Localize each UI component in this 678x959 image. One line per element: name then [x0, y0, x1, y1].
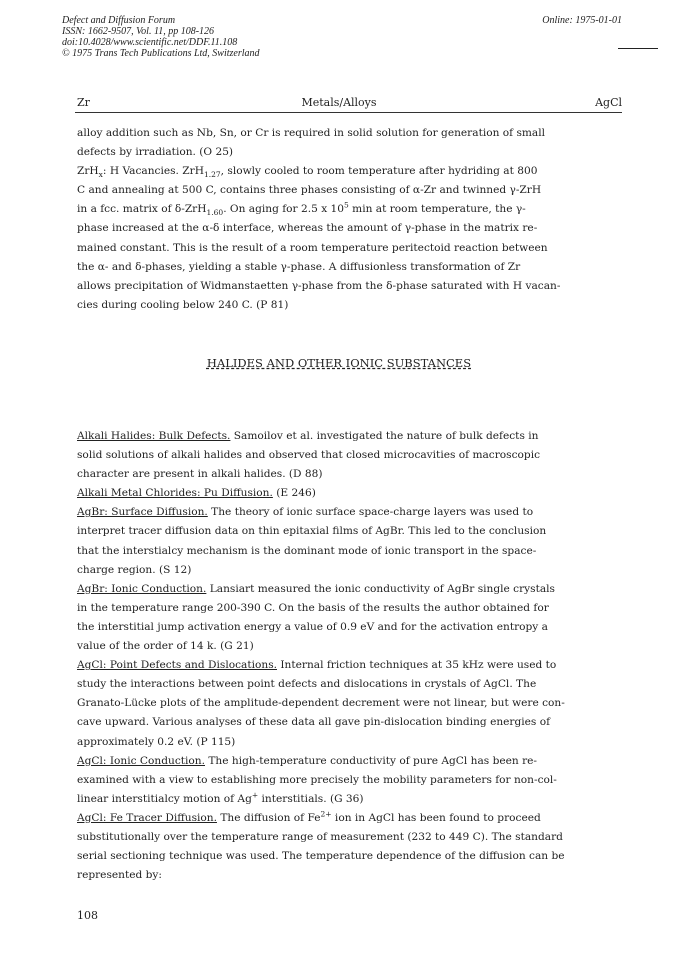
entry-title: AgBr: Surface Diffusion.: [77, 506, 208, 519]
text-run: min at room temperature, the γ-: [348, 203, 526, 216]
text-run: , slowly cooled to room temperature after hydriding at 800: [220, 165, 538, 178]
entry-title: AgCl: Ionic Conduction.: [77, 754, 205, 767]
text-line: [77, 675, 622, 694]
text-run: Granato-Lücke plots of the amplitude-dependent decrement were not linear, but were con-: [77, 697, 565, 710]
text-run: character are present in alkali halides. (D 88): [77, 468, 323, 481]
text-line: [77, 752, 622, 771]
text-run: 2+: [320, 809, 332, 819]
text-run: in a fcc. matrix of δ-ZrH: [77, 203, 207, 216]
text-line: [77, 522, 622, 541]
entry-title: AgBr: Ionic Conduction.: [77, 582, 207, 595]
page-number: 108: [77, 909, 98, 922]
text-line: [77, 258, 622, 277]
text-run: charge region. (S 12): [77, 563, 192, 576]
text-line: [77, 599, 622, 618]
text-line: [77, 239, 622, 258]
text-line: [77, 542, 622, 561]
journal-name: Defect and Diffusion Forum: [62, 15, 176, 26]
text-run: mained constant. This is the result of a room temperature peritectoid reaction between: [77, 241, 548, 254]
issn-line: ISSN: 1662-9507, Vol. 11, pp 108-126: [62, 26, 215, 37]
text-line: [77, 866, 622, 885]
text-run: . On aging for 2.5 x 10: [223, 203, 345, 216]
text-line: [77, 618, 622, 637]
text-line: [77, 713, 622, 732]
text-line: [77, 771, 622, 790]
text-run: value of the order of 14 k. (G 21): [77, 640, 254, 653]
section-heading: HALIDES AND OTHER IONIC SUBSTANCES: [206, 356, 472, 370]
text-run: serial sectioning technique was used. The temperature dependence of the diffusion can be: [77, 850, 565, 863]
entry-title: AgCl: Point Defects and Dislocations.: [77, 659, 277, 672]
text-run: in the temperature range 200-390 C. On the basis of the results the author obtained for: [77, 601, 549, 614]
text-run: 1.27: [203, 170, 221, 180]
text-run: 5: [344, 200, 349, 210]
text-line: [77, 694, 622, 713]
entry-title: Alkali Metal Chlorides: Pu Diffusion.: [77, 487, 273, 500]
running-header-left: Zr: [77, 96, 90, 109]
text-run: 1.60: [206, 208, 224, 218]
zirconium-paragraphs: [77, 124, 622, 315]
text-line: [77, 162, 622, 181]
meta-divider: [618, 48, 658, 49]
text-run: substitutionally over the temperature range of measurement (232 to 449 C). The standard: [77, 830, 563, 843]
text-run: Lansiart measured the ionic conductivity of AgBr single crystals: [206, 582, 555, 595]
text-run: approximately 0.2 eV. (P 115): [77, 735, 236, 748]
text-run: allows precipitation of Widmanstaetten γ-phase from the δ-phase saturated with H vacan-: [77, 279, 561, 292]
text-run: x: [98, 170, 103, 180]
text-run: ZrH: [77, 165, 99, 178]
text-run: : H Vacancies. ZrH: [102, 165, 204, 178]
text-run: examined with a view to establishing more precisely the mobility parameters for non-col-: [77, 773, 557, 786]
text-line: [77, 219, 622, 238]
text-run: Samoilov et al. investigated the nature of bulk defects in: [230, 430, 539, 442]
text-run: alloy addition such as Nb, Sn, or Cr is required in solid solution for generation of small: [77, 127, 546, 139]
entry-title: AgCl: Fe Tracer Diffusion.: [77, 811, 217, 824]
text-run: The high-temperature conductivity of pure AgCl has been re-: [205, 754, 538, 767]
text-line: [77, 828, 622, 847]
text-line: [77, 181, 622, 200]
text-line: [77, 200, 622, 219]
text-line: [77, 733, 622, 752]
text-line: [77, 124, 622, 143]
halides-paragraphs: [77, 427, 622, 885]
running-header-center: Metals/Alloys: [301, 96, 377, 109]
text-run: The theory of ionic surface space-charge layers was used to: [207, 506, 534, 519]
text-run: interstitials. (G 36): [258, 792, 364, 805]
doi-line: doi:10.4028/www.scientific.net/DDF.11.108: [62, 37, 238, 48]
text-line: [77, 847, 622, 866]
text-run: represented by:: [77, 869, 162, 882]
text-line: [77, 790, 622, 809]
text-run: C and annealing at 500 C, contains three phases consisting of α-Zr and twinned γ-ZrH: [77, 184, 542, 197]
text-run: cave upward. Various analyses of these data all gave pin-dislocation binding energies of: [77, 716, 551, 729]
text-line: [77, 580, 622, 599]
text-line: [77, 465, 622, 484]
text-line: [77, 143, 622, 162]
text-line: [77, 446, 622, 465]
text-line: [77, 503, 622, 522]
text-run: +: [251, 790, 259, 800]
text-run: interpret tracer diffusion data on thin epitaxial films of AgBr. This led to the conclusion: [77, 525, 547, 538]
text-run: solid solutions of alkali halides and observed that closed microcavities of macroscopic: [77, 449, 541, 462]
text-run: the interstitial jump activation energy a value of 0.9 eV and for the activation entropy a: [77, 620, 548, 633]
running-header-right: AgCl: [595, 96, 622, 109]
text-run: study the interactions between point defects and dislocations in crystals of AgCl. The: [77, 678, 537, 691]
text-run: defects by irradiation. (O 25): [77, 146, 234, 159]
text-line: [77, 637, 622, 656]
text-line: [77, 809, 622, 828]
text-line: [77, 561, 622, 580]
text-run: that the interstialcy mechanism is the dominant mode of ionic transport in the space-: [77, 544, 537, 557]
text-line: [77, 484, 622, 503]
online-date: Online: 1975-01-01: [542, 15, 622, 26]
text-run: The diffusion of Fe: [216, 811, 321, 824]
text-run: linear interstitialcy motion of Ag: [77, 792, 252, 805]
text-line: [77, 296, 622, 315]
text-line: [77, 277, 622, 296]
text-run: Internal friction techniques at 35 kHz were used to: [277, 659, 557, 672]
text-run: cies during cooling below 240 C. (P 81): [77, 298, 289, 311]
text-run: phase increased at the α-δ interface, whereas the amount of γ-phase in the matrix re-: [77, 222, 538, 235]
entry-title: Alkali Halides: Bulk Defects.: [77, 430, 231, 442]
header-divider: [75, 112, 622, 113]
text-line: [77, 656, 622, 675]
text-run: (E 246): [272, 487, 316, 500]
text-run: the α- and δ-phases, yielding a stable γ-phase. A diffusionless transformation of Zr: [77, 260, 521, 273]
text-run: ion in AgCl has been found to proceed: [331, 811, 541, 824]
copyright-line: © 1975 Trans Tech Publications Ltd, Switzerland: [62, 48, 260, 59]
journal-meta: [62, 15, 260, 59]
text-line: [77, 427, 622, 446]
